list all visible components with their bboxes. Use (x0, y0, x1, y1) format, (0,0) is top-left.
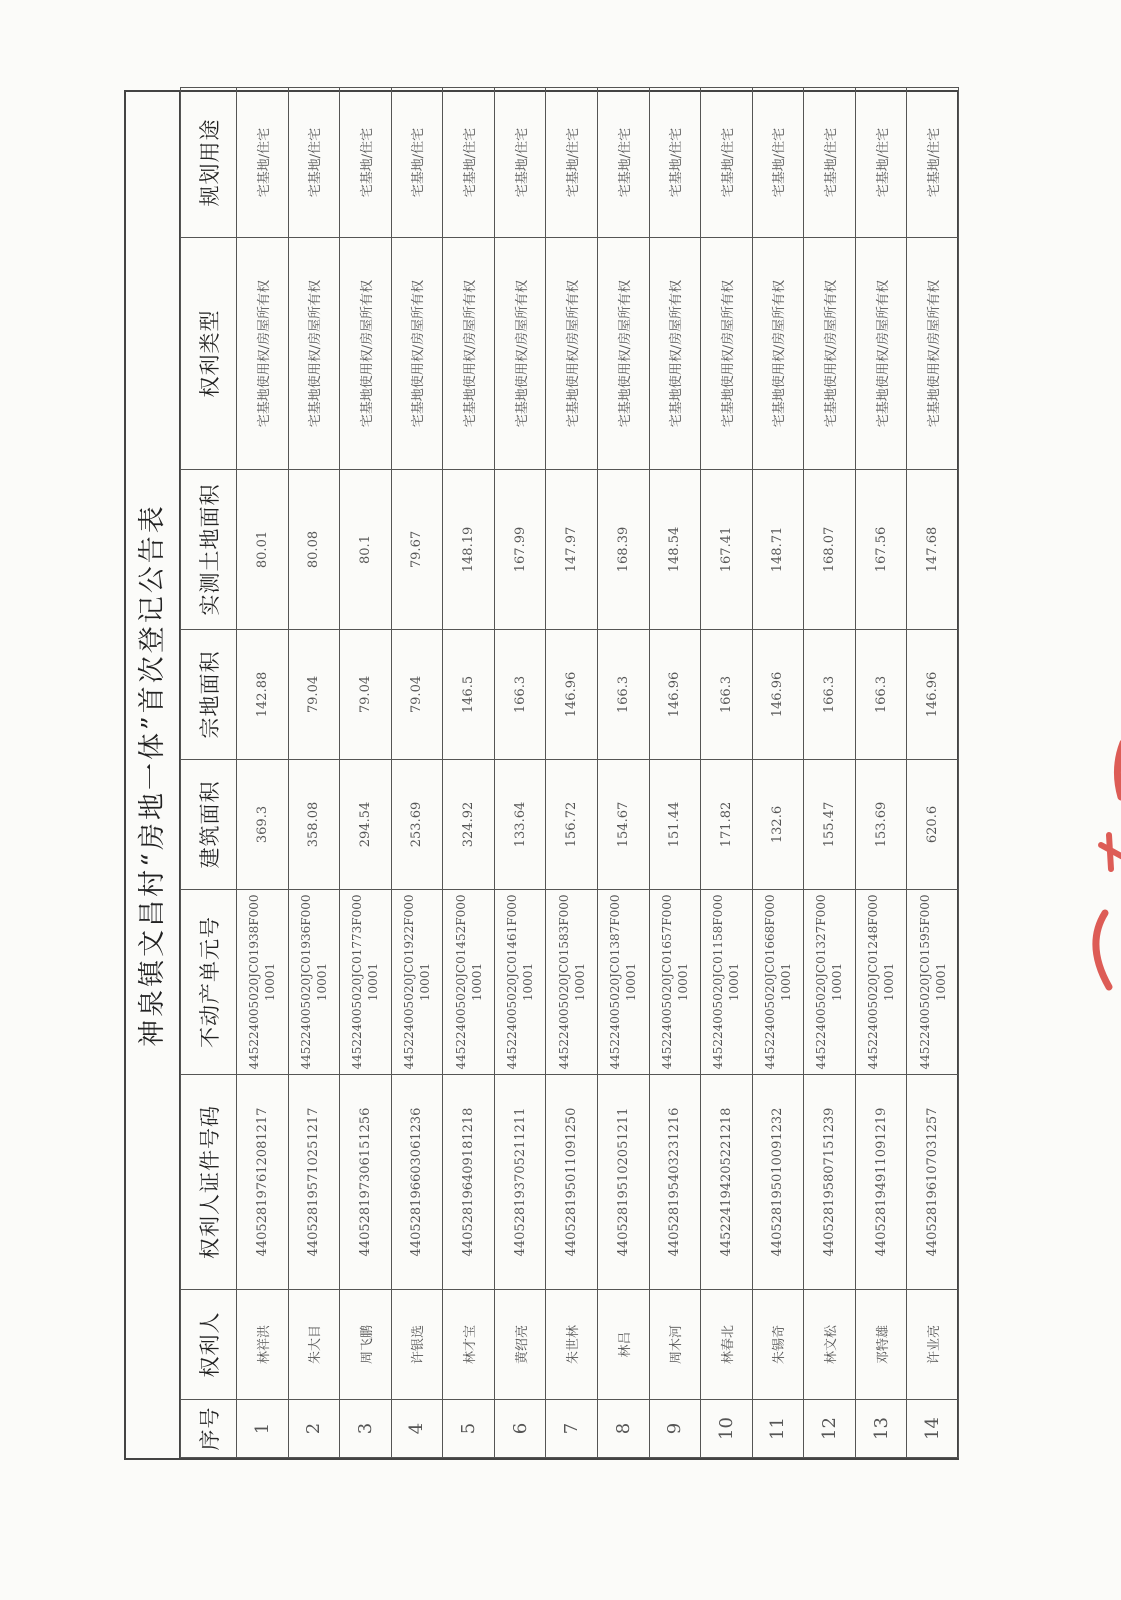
owner-id-number: 440528194911091219 (855, 1075, 907, 1290)
row-seq: 4 (391, 1400, 443, 1458)
owner-name: 林吕 (597, 1290, 649, 1400)
building-area: 133.64 (494, 760, 546, 890)
unit-number: 445224005020JC01461F00010001 (494, 890, 546, 1075)
right-type: 宅基地使用权/房屋所有权 (340, 238, 392, 470)
owner-name: 林才宝 (443, 1290, 495, 1400)
parcel-area: 166.3 (597, 630, 649, 760)
owner-id-number: 440528196107031257 (907, 1075, 959, 1290)
surveyed-area: 148.71 (752, 470, 804, 630)
table-row (443, 88, 495, 1458)
unit-number: 445224005020JC01595F00010001 (907, 890, 959, 1075)
planned-usage: 宅基地/住宅 (494, 88, 546, 238)
table-row (701, 88, 753, 1458)
right-type: 宅基地使用权/房屋所有权 (804, 238, 856, 470)
building-area: 253.69 (391, 760, 443, 890)
column-header-parcel-area: 宗地面积 (181, 630, 237, 760)
row-seq: 3 (340, 1400, 392, 1458)
planned-usage: 宅基地/住宅 (649, 88, 701, 238)
surveyed-area: 80.1 (340, 470, 392, 630)
surveyed-area: 148.19 (443, 470, 495, 630)
surveyed-area: 167.56 (855, 470, 907, 630)
red-seal-fragment (1065, 735, 1121, 1005)
unit-number: 445224005020JC01657F00010001 (649, 890, 701, 1075)
right-type: 宅基地使用权/房屋所有权 (752, 238, 804, 470)
seal-arc-top (1117, 743, 1121, 797)
right-type: 宅基地使用权/房屋所有权 (907, 238, 959, 470)
table-row (855, 88, 907, 1458)
notice-table (180, 87, 959, 1458)
planned-usage: 宅基地/住宅 (701, 88, 753, 238)
table-row (237, 88, 289, 1458)
parcel-area: 142.88 (237, 630, 289, 760)
table-row (546, 88, 598, 1458)
right-type: 宅基地使用权/房屋所有权 (494, 238, 546, 470)
planned-usage: 宅基地/住宅 (237, 88, 289, 238)
surveyed-area: 79.67 (391, 470, 443, 630)
unit-number: 445224005020JC01327F00010001 (804, 890, 856, 1075)
owner-name: 周飞鹏 (340, 1290, 392, 1400)
unit-number: 445224005020JC01922F00010001 (391, 890, 443, 1075)
column-header-building-area: 建筑面积 (181, 760, 237, 890)
owner-id-number: 440528195011091250 (546, 1075, 598, 1290)
row-seq: 6 (494, 1400, 546, 1458)
table-row (288, 88, 340, 1458)
seal-mark-middle (1101, 835, 1121, 869)
owner-id-number: 440528193705211211 (494, 1075, 546, 1290)
owner-name: 周木河 (649, 1290, 701, 1400)
parcel-area: 166.3 (804, 630, 856, 760)
table-body (237, 88, 959, 1458)
owner-id-number: 440528195010091232 (752, 1075, 804, 1290)
owner-id-number: 440528197306151256 (340, 1075, 392, 1290)
table-row (597, 88, 649, 1458)
table-row (391, 88, 443, 1458)
right-type: 宅基地使用权/房屋所有权 (546, 238, 598, 470)
owner-id-number: 440528195807151239 (804, 1075, 856, 1290)
owner-name: 朱世林 (546, 1290, 598, 1400)
unit-number: 445224005020JC01668F00010001 (752, 890, 804, 1075)
planned-usage: 宅基地/住宅 (752, 88, 804, 238)
planned-usage: 宅基地/住宅 (546, 88, 598, 238)
owner-name: 许银选 (391, 1290, 443, 1400)
owner-id-number: 440528197612081217 (237, 1075, 289, 1290)
unit-number: 445224005020JC01773F00010001 (340, 890, 392, 1075)
surveyed-area: 80.08 (288, 470, 340, 630)
building-area: 132.6 (752, 760, 804, 890)
row-seq: 10 (701, 1400, 753, 1458)
table-row (494, 88, 546, 1458)
page-title: 神泉镇文昌村“房地一体”首次登记公告表 (126, 92, 180, 1458)
surveyed-area: 148.54 (649, 470, 701, 630)
surveyed-area: 147.97 (546, 470, 598, 630)
column-header-id-number: 权利人证件号码 (181, 1075, 237, 1290)
planned-usage: 宅基地/住宅 (340, 88, 392, 238)
right-type: 宅基地使用权/房屋所有权 (649, 238, 701, 470)
owner-id-number: 440528195403231216 (649, 1075, 701, 1290)
row-seq: 7 (546, 1400, 598, 1458)
surveyed-area: 168.39 (597, 470, 649, 630)
unit-number: 445224005020JC01583F00010001 (546, 890, 598, 1075)
seal-arc-bottom (1096, 913, 1109, 987)
right-type: 宅基地使用权/房屋所有权 (597, 238, 649, 470)
right-type: 宅基地使用权/房屋所有权 (237, 238, 289, 470)
parcel-area: 166.3 (701, 630, 753, 760)
building-area: 324.92 (443, 760, 495, 890)
notice-sheet (124, 90, 959, 1460)
right-type: 宅基地使用权/房屋所有权 (443, 238, 495, 470)
column-header-usage: 规划用途 (181, 88, 237, 238)
table-row (907, 88, 959, 1458)
owner-name: 朱锡奇 (752, 1290, 804, 1400)
column-header-seq: 序号 (181, 1400, 237, 1458)
building-area: 369.3 (237, 760, 289, 890)
building-area: 151.44 (649, 760, 701, 890)
building-area: 156.72 (546, 760, 598, 890)
unit-number: 445224005020JC01248F00010001 (855, 890, 907, 1075)
parcel-area: 146.96 (546, 630, 598, 760)
planned-usage: 宅基地/住宅 (597, 88, 649, 238)
right-type: 宅基地使用权/房屋所有权 (288, 238, 340, 470)
unit-number: 445224005020JC01158F00010001 (701, 890, 753, 1075)
column-header-surveyed-area: 实测土地面积 (181, 470, 237, 630)
planned-usage: 宅基地/住宅 (443, 88, 495, 238)
building-area: 153.69 (855, 760, 907, 890)
planned-usage: 宅基地/住宅 (391, 88, 443, 238)
owner-id-number: 440528196409181218 (443, 1075, 495, 1290)
unit-number: 445224005020JC01936F00010001 (288, 890, 340, 1075)
parcel-area: 79.04 (391, 630, 443, 760)
row-seq: 12 (804, 1400, 856, 1458)
planned-usage: 宅基地/住宅 (855, 88, 907, 238)
unit-number: 445224005020JC01452F00010001 (443, 890, 495, 1075)
building-area: 358.08 (288, 760, 340, 890)
planned-usage: 宅基地/住宅 (804, 88, 856, 238)
owner-id-number: 440528196603061236 (391, 1075, 443, 1290)
owner-name: 朱大目 (288, 1290, 340, 1400)
unit-number: 445224005020JC01938F00010001 (237, 890, 289, 1075)
table-row (752, 88, 804, 1458)
row-seq: 5 (443, 1400, 495, 1458)
owner-id-number: 445224194205221218 (701, 1075, 753, 1290)
row-seq: 9 (649, 1400, 701, 1458)
column-header-right-type: 权利类型 (181, 238, 237, 470)
building-area: 294.54 (340, 760, 392, 890)
table-row (804, 88, 856, 1458)
owner-name: 许业亮 (907, 1290, 959, 1400)
owner-name: 林祥洪 (237, 1290, 289, 1400)
table-row (340, 88, 392, 1458)
planned-usage: 宅基地/住宅 (288, 88, 340, 238)
owner-id-number: 440528195710251217 (288, 1075, 340, 1290)
column-header-unit-number: 不动产单元号 (181, 890, 237, 1075)
surveyed-area: 167.99 (494, 470, 546, 630)
parcel-area: 146.96 (907, 630, 959, 760)
right-type: 宅基地使用权/房屋所有权 (391, 238, 443, 470)
table-row (649, 88, 701, 1458)
parcel-area: 146.5 (443, 630, 495, 760)
parcel-area: 79.04 (288, 630, 340, 760)
surveyed-area: 147.68 (907, 470, 959, 630)
row-seq: 2 (288, 1400, 340, 1458)
column-header-owner: 权利人 (181, 1290, 237, 1400)
planned-usage: 宅基地/住宅 (907, 88, 959, 238)
row-seq: 8 (597, 1400, 649, 1458)
building-area: 620.6 (907, 760, 959, 890)
surveyed-area: 80.01 (237, 470, 289, 630)
row-seq: 11 (752, 1400, 804, 1458)
row-seq: 1 (237, 1400, 289, 1458)
surveyed-area: 168.07 (804, 470, 856, 630)
right-type: 宅基地使用权/房屋所有权 (855, 238, 907, 470)
owner-id-number: 440528195102051211 (597, 1075, 649, 1290)
owner-name: 邓特雄 (855, 1290, 907, 1400)
owner-name: 林春北 (701, 1290, 753, 1400)
building-area: 155.47 (804, 760, 856, 890)
row-seq: 14 (907, 1400, 959, 1458)
parcel-area: 146.96 (752, 630, 804, 760)
unit-number: 445224005020JC01387F00010001 (597, 890, 649, 1075)
parcel-area: 79.04 (340, 630, 392, 760)
building-area: 154.67 (597, 760, 649, 890)
row-seq: 13 (855, 1400, 907, 1458)
owner-name: 林文松 (804, 1290, 856, 1400)
parcel-area: 166.3 (494, 630, 546, 760)
parcel-area: 146.96 (649, 630, 701, 760)
parcel-area: 166.3 (855, 630, 907, 760)
owner-name: 黄绍亮 (494, 1290, 546, 1400)
building-area: 171.82 (701, 760, 753, 890)
surveyed-area: 167.41 (701, 470, 753, 630)
right-type: 宅基地使用权/房屋所有权 (701, 238, 753, 470)
